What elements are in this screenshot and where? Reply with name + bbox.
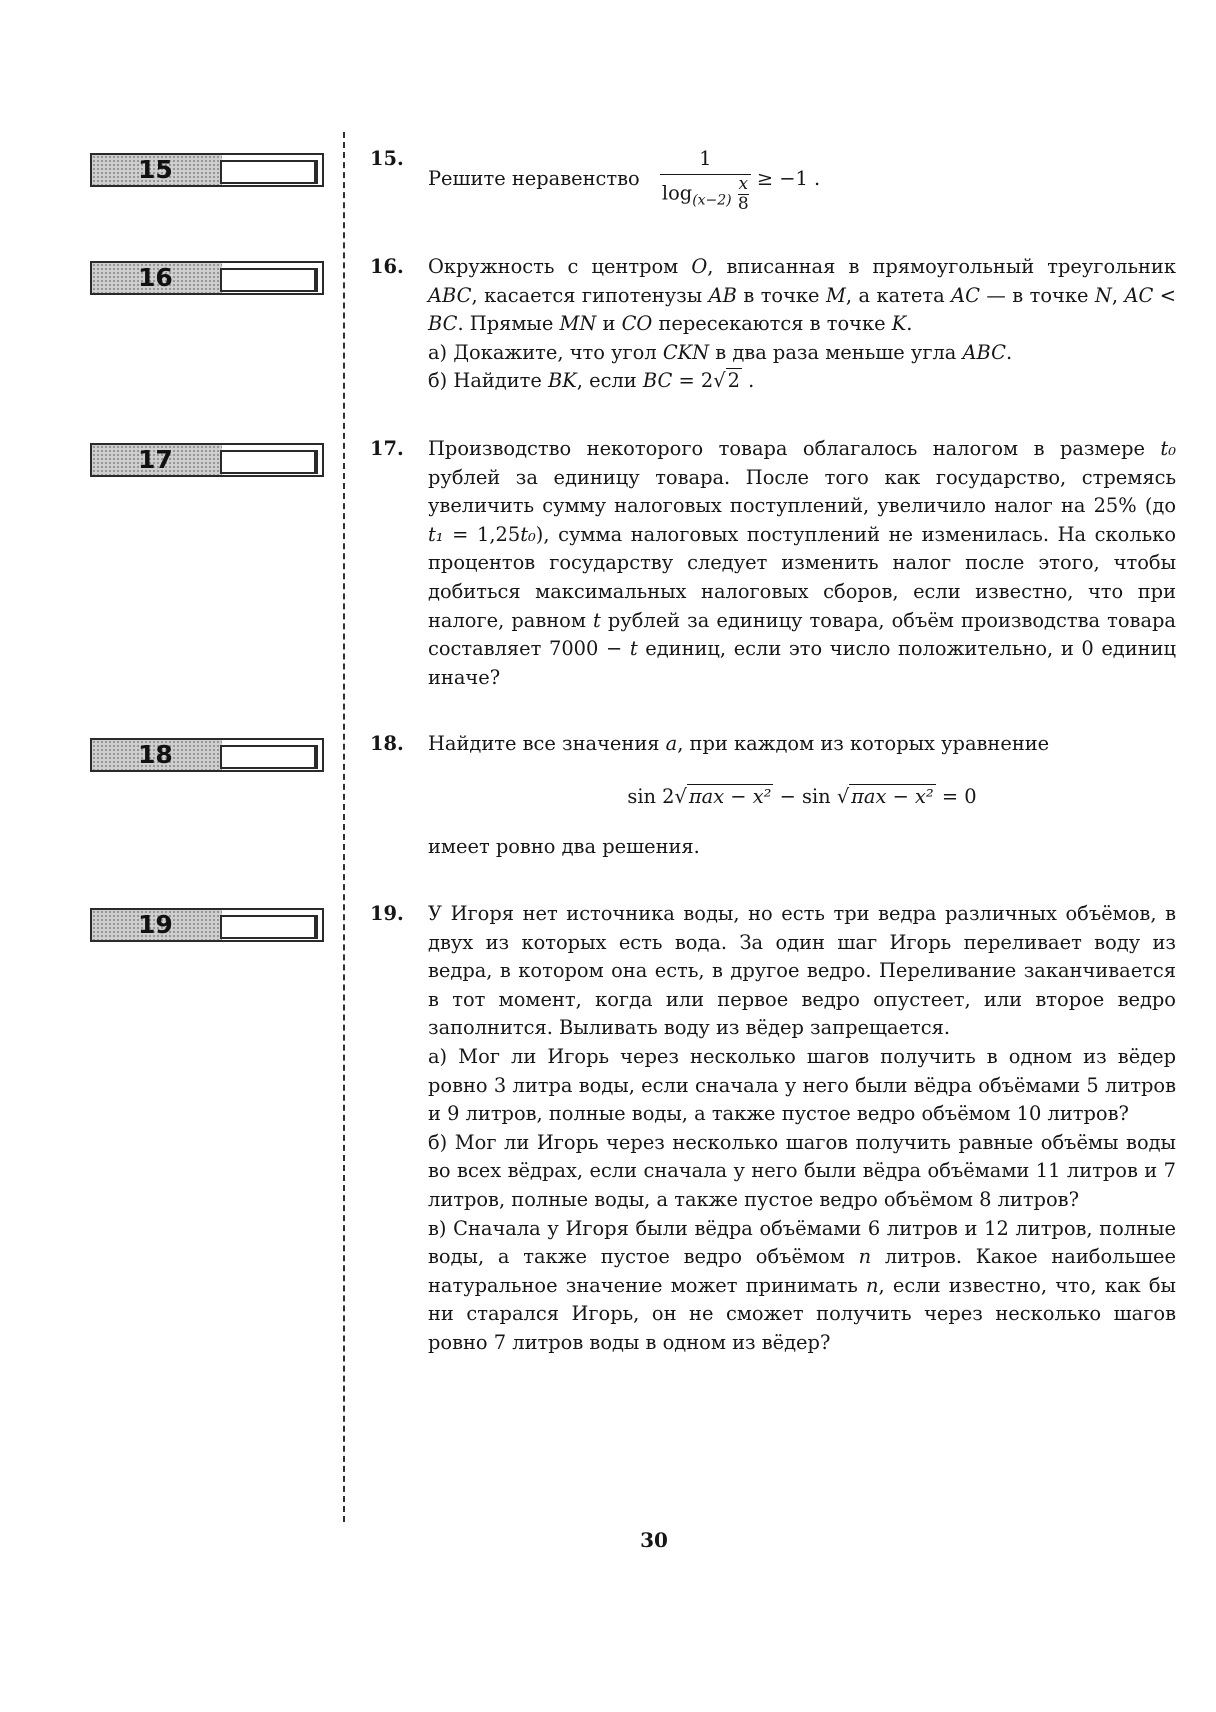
page-number: 30	[640, 1528, 668, 1552]
sqrt-sign: √	[713, 369, 726, 393]
text-run: в два раза меньше угла	[709, 340, 963, 364]
math-var: ABC	[428, 283, 472, 307]
text-run: , если известно, что, как бы ни старался Игорь, он не сможет получить через несколько шагов ровно 7 литров воды в одном из вёдер?	[428, 1273, 1176, 1354]
text-run: , при каждом из которых уравнение	[677, 732, 1050, 755]
task-16-part-a	[428, 339, 1176, 368]
answer-input[interactable]	[220, 745, 316, 769]
inequality-rhs: ≥ −1 .	[756, 166, 821, 190]
answer-box-edge	[316, 745, 318, 769]
sqrt-radicand: πax − x²	[688, 784, 772, 808]
task-18-equation	[428, 783, 1176, 812]
task-18	[370, 730, 1176, 862]
math-var: AB	[708, 283, 737, 307]
text-run: ), сумма налоговых поступлений не изменилась. На сколько процентов государству следует изменить налог после этого, чтобы добиться максимальных налоговых сборов, если известно, что при налоге, равном	[428, 522, 1176, 632]
answer-box-number: 19	[92, 910, 222, 940]
task-19-part-a: а) Мог ли Игорь через несколько шагов получить в одном из вёдер ровно 3 литра воды, если сначала у него были вёдра объёмами 5 литров и 9 литров, полные воды, а также пустое ведро объёмом 10 литров?	[428, 1044, 1176, 1126]
text-run: , если	[576, 369, 643, 393]
math-var: t₁	[428, 522, 444, 546]
cut-line	[343, 132, 345, 1522]
text-run: в) Сначала у Игоря были вёдра объёмами 6 литров и 12 литров, полные воды, а также пустое ведро объёмом	[428, 1216, 1176, 1269]
task-15	[370, 145, 1176, 215]
answer-box-edge	[316, 915, 318, 939]
math-var: N	[1094, 283, 1112, 307]
text-run: б) Найдите	[428, 369, 549, 393]
task-16-statement	[428, 253, 1176, 339]
text-run: и	[596, 312, 622, 336]
answer-input[interactable]	[220, 268, 316, 292]
text-run: .	[906, 312, 913, 336]
answer-box-number: 17	[92, 445, 222, 475]
math-var: n	[858, 1245, 872, 1269]
text-run: а) Докажите, что угол	[428, 340, 663, 364]
sqrt-radicand: 2	[727, 369, 740, 393]
math-var: CKN	[662, 340, 710, 364]
task-18-outro: имеет ровно два решения.	[428, 835, 700, 859]
task-18-intro	[428, 730, 1176, 759]
text-run: , а катета	[845, 283, 952, 307]
answer-box-number: 18	[92, 740, 222, 770]
log-argument-fraction	[738, 175, 749, 214]
task-number: 15.	[370, 147, 404, 170]
math-var: t₀	[1160, 437, 1176, 460]
math-var: O	[691, 255, 708, 278]
text-run: = 1,25	[443, 522, 521, 546]
sqrt-sign: √	[836, 784, 850, 808]
task-19	[370, 900, 1176, 1358]
log-argument-numerator: x	[738, 173, 749, 194]
answer-box-19[interactable]	[90, 908, 324, 942]
math-var: BC	[642, 369, 673, 393]
task-19-intro: У Игоря нет источника воды, но есть три ведра различных объёмов, в двух из которых есть вода. За один шаг Игорь переливает воду из ведра, в котором она есть, в другое ведро. Переливание заканчивается в тот момент, когда или первое ведро опустеет, или второе ведро заполнится. Выливать воду из вёдер запрещается.	[428, 902, 1176, 1040]
task-16	[370, 253, 1176, 396]
task-15-intro: Решите неравенство	[428, 166, 640, 190]
answer-box-edge	[316, 160, 318, 184]
answer-box-17[interactable]	[90, 443, 324, 477]
text-run: , вписанная в прямоугольный треугольник	[707, 255, 1176, 278]
text-run: литров. Какое наибольшее натуральное значение может принимать	[428, 1245, 1176, 1297]
text-run: Производство некоторого товара облагалось налогом в размере	[428, 437, 1161, 460]
log-argument-denominator: 8	[737, 193, 749, 214]
text-run: единиц, если это число положительно, и 0 единиц иначе?	[428, 637, 1176, 689]
math-var: ABC	[962, 340, 1006, 364]
text-run: .	[1005, 340, 1013, 364]
answer-box-edge	[316, 268, 318, 292]
math-var: CO	[621, 312, 653, 336]
math-var: AC	[951, 283, 980, 307]
text-run: .	[741, 369, 755, 393]
task-number: 18.	[370, 732, 404, 755]
text-run: Окружность с центром	[428, 255, 692, 278]
text-run: рублей за единицу товара. После того как государство, стремясь увеличить сумму налоговых поступлений, увеличило налог на 25% (до	[428, 465, 1176, 518]
text-run: , касается гипотенузы	[471, 283, 709, 307]
sqrt-radicand: πax − x²	[851, 784, 934, 808]
text-run: ,	[1111, 283, 1125, 307]
answer-box-number: 15	[92, 155, 222, 185]
math-var: a	[665, 732, 678, 755]
task-16-part-b	[428, 367, 1176, 396]
answer-input[interactable]	[220, 915, 316, 939]
inequality-fraction	[660, 145, 751, 215]
log-base: (x−2)	[692, 191, 732, 208]
math-var: n	[866, 1273, 879, 1297]
answer-box-number: 16	[92, 263, 222, 293]
math-var: t	[593, 608, 601, 632]
answer-box-16[interactable]	[90, 261, 324, 295]
task-17	[370, 435, 1176, 692]
fraction-denominator	[660, 174, 751, 215]
math-condition: AC < BC	[428, 283, 1177, 336]
fraction-numerator: 1	[699, 147, 712, 170]
text-run: рублей за единицу товара, объём производства товара составляет 7000 −	[428, 608, 1176, 661]
text-run: = 2	[672, 369, 714, 393]
math-var: t	[629, 637, 638, 661]
answer-input[interactable]	[220, 450, 316, 474]
task-number: 19.	[370, 902, 404, 925]
task-number: 16.	[370, 255, 404, 278]
task-17-statement	[428, 435, 1176, 692]
text-run: пересекаются в точке	[652, 312, 892, 336]
text-run: sin 2	[627, 784, 675, 808]
log-word: log	[661, 181, 693, 205]
math-var: K	[891, 312, 907, 336]
answer-box-18[interactable]	[90, 738, 324, 772]
text-run: — в точке	[979, 283, 1095, 307]
math-var: M	[825, 283, 846, 307]
text-run: − sin	[773, 784, 837, 808]
math-var: t₀	[520, 522, 536, 546]
math-var: BK	[548, 369, 577, 393]
text-run: в точке	[736, 283, 826, 307]
task-19-part-c	[428, 1215, 1176, 1358]
task-number: 17.	[370, 437, 404, 460]
answer-box-15[interactable]	[90, 153, 324, 187]
answer-input[interactable]	[220, 160, 316, 184]
text-run: = 0	[935, 784, 977, 808]
math-var: MN	[559, 312, 597, 336]
answer-box-edge	[316, 450, 318, 474]
sqrt-sign: √	[674, 784, 687, 808]
text-run: Найдите все значения	[428, 732, 666, 755]
text-run: . Прямые	[457, 312, 560, 336]
task-19-part-b: б) Мог ли Игорь через несколько шагов получить равные объёмы воды во всех вёдрах, если сначала у него были вёдра объёмами 11 литров и 7 литров, полные воды, а также пустое ведро объёмом 8 литров?	[428, 1130, 1176, 1211]
